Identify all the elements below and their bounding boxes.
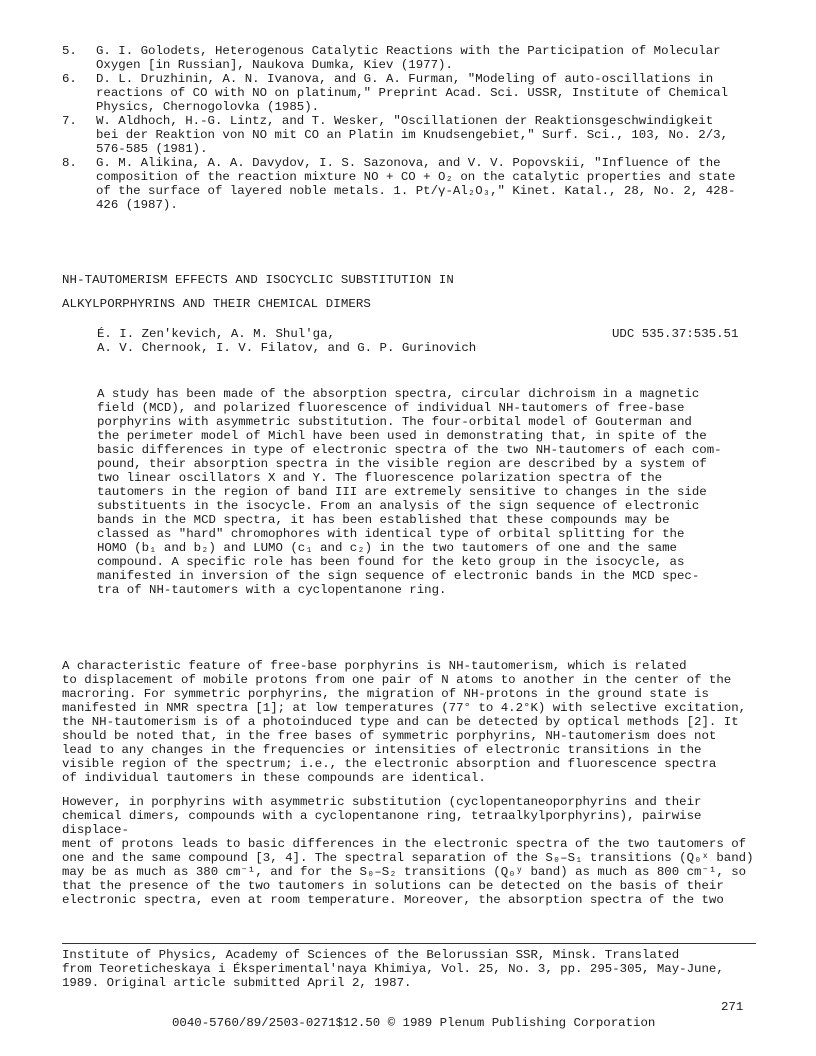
reference-number: 6. <box>62 72 77 86</box>
reference-number: 5. <box>62 44 77 58</box>
reference-item <box>62 72 762 114</box>
body-paragraph-2: However, in porphyrins with asymmetric substitution (cyclopentaneoporphyrins and their chemical dimers, compounds with a cyclopentanone ring, tetraalkylporphyrins), pairwise displace- ment of protons leads to basic differences in the electronic spectra of the two tautomers of one and the same compound [3, 4]. The spectral separation of the S₀–S₁ transitions (Q₀ˣ band) may be as much as 380 cm⁻¹, and for the S₀–S₂ transitions (Q₀ʸ band) as much as 800 cm⁻¹, so that the presence of the two tautomers in solutions can be detected on the basis of their electronic spectra, even at room temperature. Moreover, the absorption spectra of the two <box>62 795 754 907</box>
reference-number: 7. <box>62 114 77 128</box>
reference-text: G. M. Alikina, A. A. Davydov, I. S. Sazonova, and V. V. Popovskii, "Influence of the composition of the reaction mixture NO + CO + O₂ on the catalytic properties and state of the surface of layered noble metals. 1. Pt/γ-Al₂O₃," Kinet. Katal., 28, No. 2, 428- 426 (1987). <box>96 156 736 212</box>
article-title-line-1: NH-TAUTOMERISM EFFECTS AND ISOCYCLIC SUBSTITUTION IN <box>62 273 454 287</box>
article-abstract: A study has been made of the absorption spectra, circular dichroism in a magnetic field (MCD), and polarized fluorescence of individual NH-tautomers of free-base porphyrins with asymmetric substitution. The four-orbital model of Gouterman and the perimeter model of Michl have been used in demonstrating that, in spite of the basic differences in type of electronic spectra of the two NH-tautomers of each com- pound, their absorption spectra in the visible region are described by a system of two linear oscillators X and Y. The fluorescence polarization spectra of the tautomers in the region of band III are extremely sensitive to changes in the side substituents in the isocycle. From an analysis of the sign sequence of electronic bands in the MCD spectra, it has been established that these compounds may be classed as "hard" chromophores with identical type of orbital splitting for the HOMO (b₁ and b₂) and LUMO (c₁ and c₂) in the two tautomers of one and the same compound. A specific role has been found for the keto group in the isocycle, as manifested in inversion of the sign sequence of electronic bands in the MCD spec- tra of NH-tautomers with a cyclopentanone ring. <box>97 387 722 597</box>
article-title-line-2: ALKYLPORPHYRINS AND THEIR CHEMICAL DIMERS <box>62 297 371 311</box>
reference-item <box>62 114 762 156</box>
reference-text: D. L. Druzhinin, A. N. Ivanova, and G. A. Furman, "Modeling of auto-oscillations in reactions of CO with NO on platinum," Preprint Acad. Sci. USSR, Institute of Chemical Physics, Chernogolovka (1985). <box>96 72 729 114</box>
affiliation-footnote: Institute of Physics, Academy of Sciences of the Belorussian SSR, Minsk. Translated from Teoreticheskaya i Éksperimental'naya Khimiya, Vol. 25, No. 3, pp. 295-305, May-June, 1989. Original article submitted April 2, 1987. <box>62 948 724 990</box>
reference-item <box>62 44 762 72</box>
copyright-line: 0040-5760/89/2503-0271$12.50 © 1989 Plenum Publishing Corporation <box>172 1016 656 1030</box>
udc-code: UDC 535.37:535.51 <box>612 327 739 341</box>
reference-text: W. Aldhoch, H.-G. Lintz, and T. Wesker, "Oscillationen der Reaktionsgeschwindigkeit bei der Reaktion von NO mit CO an Platin im Knudsengebiet," Surf. Sci., 103, No. 2/3, 576-585 (1981). <box>96 114 729 156</box>
reference-item <box>62 156 762 212</box>
footnote-divider <box>62 943 756 944</box>
reference-number: 8. <box>62 156 77 170</box>
body-paragraph-1: A characteristic feature of free-base porphyrins is NH-tautomerism, which is related to displacement of mobile protons from one pair of N atoms to another in the center of the macroring. For symmetric porphyrins, the migration of NH-protons in the ground state is manifested in NMR spectra [1]; at low temperatures (77° to 4.2°K) with selective excitation, the NH-tautomerism is of a photoinduced type and can be detected by optical methods [2]. It should be noted that, in the free bases of symmetric porphyrins, NH-tautomerism does not lead to any changes in the frequencies or intensities of electronic transitions in the visible region of the spectrum; i.e., the electronic absorption and fluorescence spectra of individual tautomers in these compounds are identical. <box>62 659 747 785</box>
article-authors: É. I. Zen'kevich, A. M. Shul'ga, A. V. Chernook, I. V. Filatov, and G. P. Gurinovich <box>97 327 477 355</box>
page-number: 271 <box>721 1000 744 1014</box>
reference-list <box>62 44 762 212</box>
reference-text: G. I. Golodets, Heterogenous Catalytic Reactions with the Participation of Molecular Oxygen [in Russian], Naukova Dumka, Kiev (1977). <box>96 44 721 72</box>
